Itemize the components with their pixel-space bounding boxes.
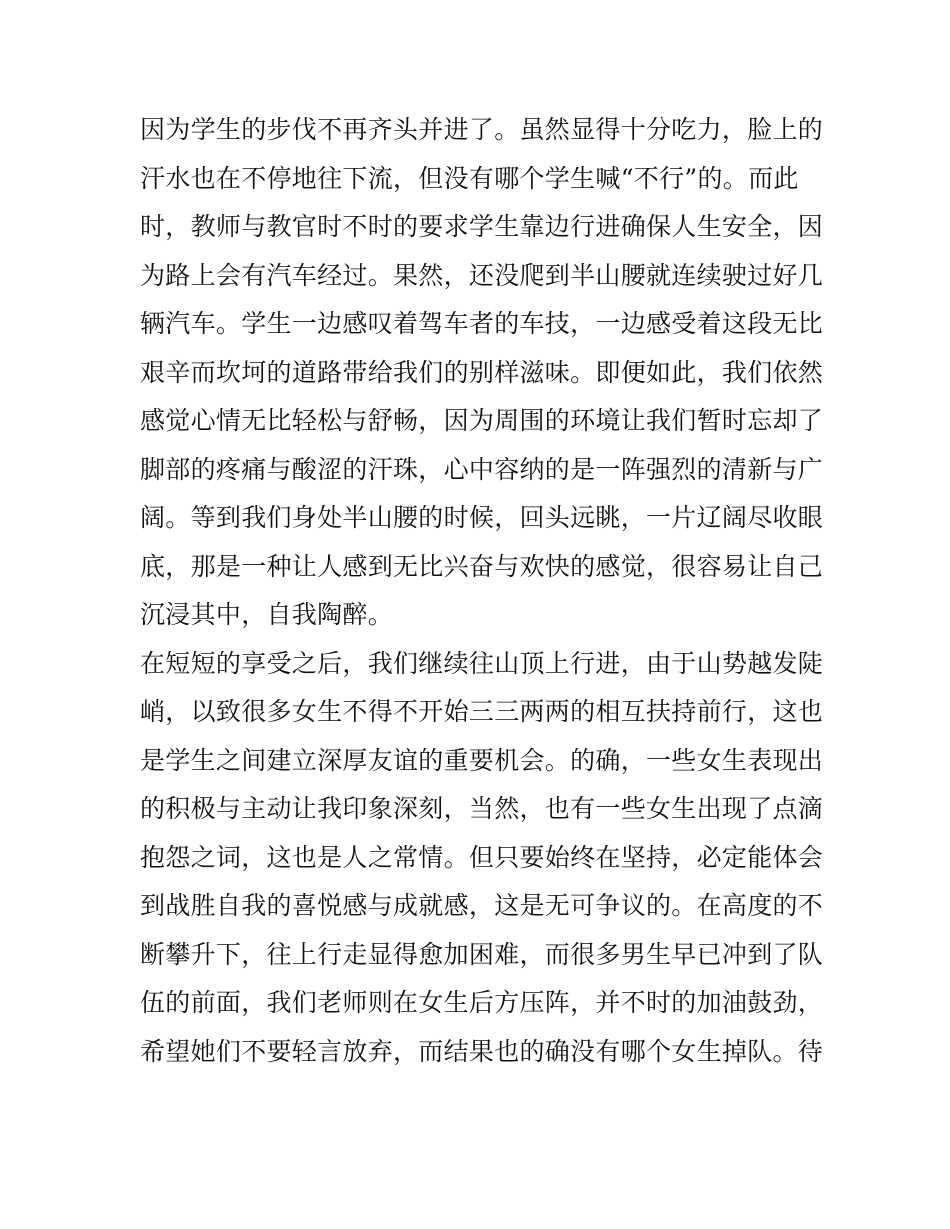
text-line: 抱怨之词，这也是人之常情。但只要始终在坚持，必定能体会: [140, 842, 824, 872]
text-line: 是学生之间建立深厚友谊的重要机会。的确，一些女生表现出: [140, 745, 824, 775]
text-line: 阔。等到我们身处半山腰的时候，回头远眺，一片辽阔尽收眼: [140, 503, 824, 532]
text-line: 感觉心情无比轻松与舒畅，因为周围的环境让我们暂时忘却了: [140, 406, 824, 435]
text-line: 伍的前面，我们老师则在女生后方压阵，并不时的加油鼓劲，: [140, 988, 824, 1017]
text-line: 汗水也在不停地往下流，但没有哪个学生喊“不行”的。而此: [140, 163, 799, 193]
text-line: 希望她们不要轻言放弃，而结果也的确没有哪个女生掉队。待: [140, 1036, 824, 1066]
text-line: 为路上会有汽车经过。果然，还没爬到半山腰就连续驶过好几: [140, 260, 824, 290]
text-line: 辆汽车。学生一边感叹着驾车者的车技，一边感受着这段无比: [140, 309, 824, 338]
text-line: 断攀升下，往上行走显得愈加困难，而很多男生早已冲到了队: [140, 939, 824, 969]
text-line: 因为学生的步伐不再齐头并进了。虽然显得十分吃力，脸上的: [140, 115, 824, 144]
text-line: 到战胜自我的喜悦感与成就感，这是无可争议的。在高度的不: [140, 891, 824, 920]
text-line: 沉浸其中，自我陶醉。: [140, 600, 394, 629]
text-line: 峭，以致很多女生不得不开始三三两两的相互扶持前行，这也: [140, 697, 824, 726]
text-line: 时，教师与教官时不时的要求学生靠边行进确保人生安全，因: [140, 212, 824, 241]
text-line: 的积极与主动让我印象深刻，当然，也有一些女生出现了点滴: [140, 794, 824, 823]
text-line: 在短短的享受之后，我们继续往山顶上行进，由于山势越发陡: [140, 648, 824, 678]
body-text: [140, 106, 824, 1076]
text-line: 脚部的疼痛与酸涩的汗珠，心中容纳的是一阵强烈的清新与广: [140, 454, 824, 484]
text-line: 艰辛而坎坷的道路带给我们的别样滋味。即便如此，我们依然: [140, 357, 824, 387]
text-line: 底，那是一种让人感到无比兴奋与欢快的感觉，很容易让自己: [140, 551, 824, 581]
